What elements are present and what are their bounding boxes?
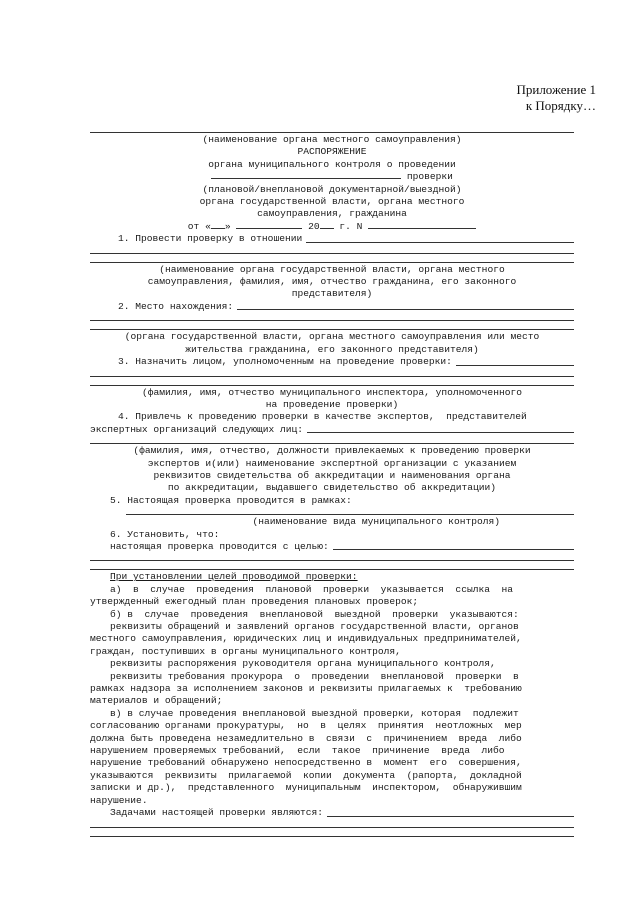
goal-c-2: согласованию органами прокуратуры, но в целях принятия неотложных мер (90, 720, 522, 732)
item-1-line-3 (90, 262, 574, 263)
caption-2a: (органа государственной власти, органа местного самоуправления или место (124, 331, 540, 343)
date-row (90, 221, 574, 233)
item-3-line-2 (90, 376, 574, 377)
item-3-row (90, 356, 574, 368)
subtitle-1: органа муниципального контроля о проведении (208, 158, 456, 170)
org-name-line (90, 132, 574, 133)
date-from: от « (187, 220, 211, 232)
goal-c-6: указываются реквизиты прилагаемой копии документа (рапорта, докладной (90, 769, 522, 781)
subtitle-3: органа государственной власти, органа местного (199, 196, 465, 208)
subtitle-4: самоуправления, гражданина (257, 208, 407, 220)
goal-c-3: должна быть проведена незамедлительно в связи с причинением вреда либо (90, 732, 522, 744)
item-5-line (126, 514, 574, 515)
caption-2b: жительства гражданина, его законного представителя) (185, 343, 479, 355)
caption-4a: (фамилия, имя, отчество, должности привлекаемых к проведению проверки (133, 445, 531, 457)
item-3-blank (456, 365, 574, 366)
item-2-row (90, 301, 574, 313)
caption-3b: на проведение проверки) (265, 398, 399, 410)
goal-b-3: местного самоуправления, юридических лиц и индивидуальных предпринимателей, (90, 633, 522, 645)
caption-1b: самоуправления, фамилия, имя, отчество гражданина, его законного (147, 276, 517, 288)
date-year-blank (320, 228, 334, 229)
tasks-line-2 (90, 827, 574, 828)
appendix-line-1: Приложение 1 (516, 82, 596, 97)
check-type-blank (211, 178, 401, 179)
item-3: 3. Назначить лицом, уполномоченным на проведение проверки: (118, 356, 452, 368)
goal-c-7: записки и др.), представленного муниципальным инспектором, обнаружившим (90, 782, 522, 794)
item-6: 6. Установить, что: (110, 528, 220, 540)
tasks-line-3 (90, 836, 574, 837)
caption-4c: реквизитов свидетельства об аккредитации и наименования органа (153, 469, 511, 481)
item-4-line-2 (90, 443, 574, 444)
item-4b: экспертных организаций следующих лиц: (90, 423, 304, 435)
appendix-reference (516, 82, 596, 114)
item-2-line-2 (90, 320, 574, 321)
item-4-blank (307, 432, 574, 433)
caption-org: (наименование органа местного самоуправления) (202, 134, 462, 145)
goal-b-4: граждан, поступивших в органы муниципального контроля, (90, 645, 401, 657)
goal-b-6: реквизиты требования прокурора о проведении внеплановой проверки в (110, 670, 519, 682)
item-1-line-2 (90, 253, 574, 254)
goal-b-8: материалов и обращений; (90, 695, 223, 707)
date-day-blank (211, 228, 225, 229)
date-g: г. N (339, 220, 363, 232)
item-6-line-2 (90, 560, 574, 561)
date-month-blank (236, 228, 302, 229)
goal-a-2: утвержденный ежегодный план проведения плановых проверок; (90, 596, 419, 608)
caption-4b: экспертов и(или) наименование экспертной организации с указанием (147, 457, 517, 469)
subtitle-2-row (90, 171, 574, 183)
goal-b-2: реквизиты обращений и заявлений органов государственной власти, органов (110, 621, 519, 632)
document-title: РАСПОРЯЖЕНИЕ (297, 146, 367, 158)
subtitle-2: проверки (406, 171, 453, 183)
item-6b-row (90, 541, 574, 553)
item-1-row (90, 233, 574, 245)
date-year: 20 (308, 220, 320, 232)
goals-heading: При установлении целей проводимой проверки: (110, 571, 358, 583)
caption-1a: (наименование органа государственной власти, органа местного (159, 263, 505, 275)
goal-b-5: реквизиты распоряжения руководителя органа муниципального контроля, (110, 658, 496, 670)
item-6b: настоящая проверка проводится с целью: (110, 540, 329, 552)
tasks-blank (327, 816, 574, 817)
item-6-blank (333, 549, 574, 550)
document-body (90, 130, 574, 838)
caption-3a: (фамилия, имя, отчество муниципального инспектора, уполномоченного (142, 386, 522, 398)
doc-number-blank (368, 228, 476, 229)
date-mid: » (224, 220, 231, 232)
tasks-row (90, 807, 574, 819)
goal-c-5: нарушение требований обнаружено непосредственно в момент его совершения, (90, 757, 522, 769)
appendix-line-2: к Порядку… (525, 98, 596, 113)
caption-4d: по аккредитации, выдавшего свидетельство об аккредитации) (167, 482, 497, 494)
caption-kind: (плановой/внеплановой документарной/выездной) (202, 183, 462, 195)
item-2-line-3 (90, 329, 574, 330)
goal-b-7: рамках надзора за исполнением законов и реквизиты прилагаемых к требованию (90, 683, 522, 695)
tasks: Задачами настоящей проверки являются: (110, 807, 324, 819)
goal-b-1: б) в случае проведения внеплановой выездной проверки указываются: (110, 608, 519, 620)
goal-a-1: а) в случае проведения плановой проверки указывается ссылка на (110, 583, 514, 595)
goal-c-8: нарушение. (90, 794, 148, 806)
goal-c-4: нарушением проверяемых требований, если такое причинение вреда либо (90, 745, 505, 757)
item-6-line-3 (90, 569, 574, 570)
goal-c-1: в) в случае проведения внеплановой выездной проверки, которая подлежит (110, 707, 519, 719)
item-3-line-3 (90, 385, 574, 386)
item-4b-row (90, 424, 574, 436)
item-1: 1. Провести проверку в отношении (118, 233, 303, 245)
item-1-blank (306, 242, 574, 243)
item-4a: 4. Привлечь к проведению проверки в качестве экспертов, представителей (118, 411, 527, 423)
item-2-blank (237, 309, 574, 310)
caption-1c: представителя) (291, 288, 373, 300)
item-5: 5. Настоящая проверка проводится в рамках: (110, 494, 352, 506)
caption-5: (наименование вида муниципального контроля) (252, 516, 500, 528)
item-2: 2. Место нахождения: (118, 300, 234, 312)
